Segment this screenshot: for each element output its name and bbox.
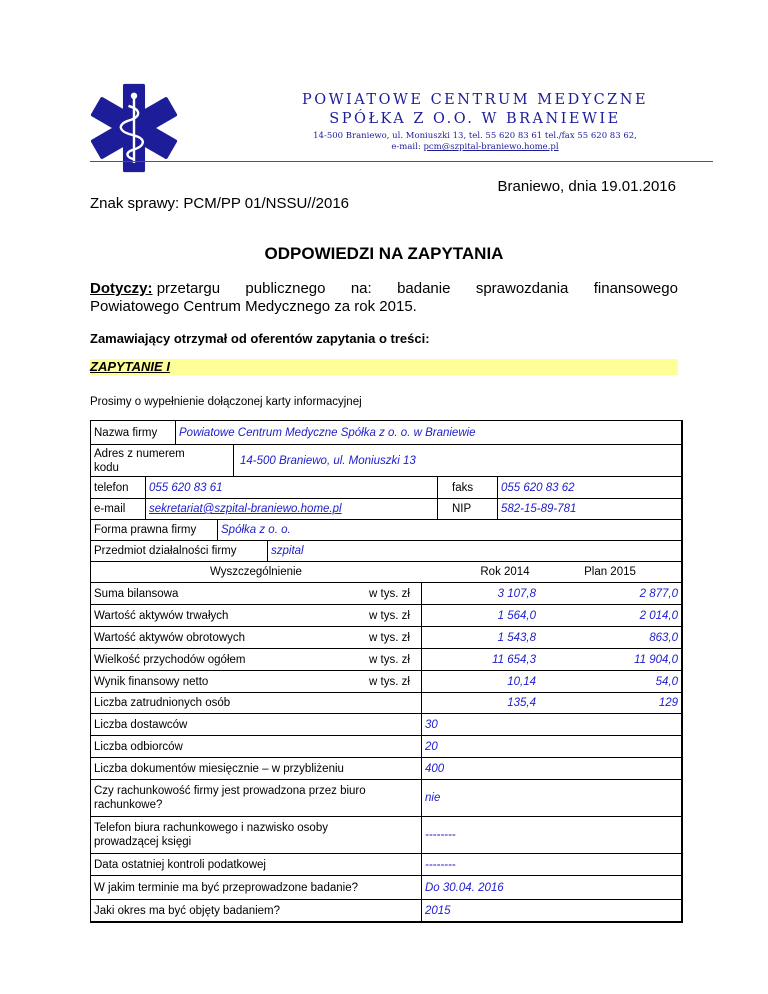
bureau-phone-label: Telefon biura rachunkowego i nazwisko osoby prowadzącej księgi: [94, 822, 328, 848]
finance-2014: 1 564,0: [421, 605, 539, 626]
organization-address: 14-500 Braniewo, ul. Moniuszki 13, tel. 55 620 83 61 tel./fax 55 620 83 62,: [313, 131, 637, 141]
subject-word-6: finansowego: [593, 280, 678, 297]
letter-date: Braniewo, dnia 19.01.2016: [497, 178, 676, 195]
organization-email-link[interactable]: pcm@szpital-braniewo.home.pl: [423, 142, 559, 152]
question-heading: ZAPYTANIE I: [90, 359, 678, 375]
tax-control-value: --------: [421, 854, 681, 875]
finance-2014: 3 107,8: [421, 583, 539, 604]
employees-2014: 135,4: [421, 693, 539, 713]
employees-2015: 129: [658, 697, 678, 709]
address-value: 14-500 Braniewo, ul. Moniuszki 13: [233, 445, 681, 476]
fax-value: 055 620 83 62: [497, 477, 681, 498]
finance-2015: 54,0: [655, 675, 678, 688]
legal-form-value: Spółka z o. o.: [217, 520, 681, 540]
col-header-2015: Plan 2015: [584, 566, 636, 578]
finance-2014: 1 543,8: [421, 627, 539, 648]
suppliers-label: Liczba dostawców: [94, 718, 188, 731]
header-divider: [90, 161, 713, 162]
unit-label: w tys. zł: [369, 675, 410, 688]
finance-2015: 863,0: [649, 631, 678, 644]
organization-form: SPÓŁKA Z O.O. W BRANIEWIE: [329, 111, 621, 127]
finance-label: Suma bilansowa: [94, 587, 179, 600]
deadline-label: W jakim terminie ma być przeprowadzone badanie?: [94, 881, 358, 894]
employees-label: Liczba zatrudnionych osób: [94, 697, 231, 709]
documents-label: Liczba dokumentów miesięcznie – w przybliżeniu: [94, 762, 344, 775]
customers-label: Liczba odbiorców: [94, 740, 183, 753]
case-reference: Znak sprawy: PCM/PP 01/NSSU//2016: [90, 195, 349, 212]
subject-label: Dotyczy:: [90, 280, 153, 297]
customers-value: 20: [421, 736, 681, 757]
tax-control-label: Data ostatniej kontroli podatkowej: [94, 858, 266, 871]
email-label: e-mail: [94, 503, 126, 515]
subject-word-5: sprawozdania: [475, 280, 569, 297]
bureau-label: Czy rachunkowość firmy jest prowadzona przez biuro rachunkowe?: [94, 785, 366, 811]
phone-label: telefon: [94, 481, 129, 494]
unit-label: w tys. zł: [369, 653, 410, 666]
table-row: [91, 671, 681, 693]
table-row: [91, 499, 681, 520]
subject-word-4: badanie: [397, 280, 451, 297]
table-row: [91, 817, 681, 854]
deadline-value: Do 30.04. 2016: [421, 876, 681, 899]
subject-word-2: publicznego: [245, 280, 326, 297]
nip-value: 582-15-89-781: [497, 499, 681, 519]
fax-label: faks: [437, 477, 497, 498]
period-label: Jaki okres ma być objęty badaniem?: [94, 904, 281, 917]
table-row: [91, 876, 681, 900]
table-row: [91, 714, 681, 736]
finance-2015: 11 904,0: [634, 653, 678, 666]
subject-line-2: Powiatowego Centrum Medycznego za rok 2015.: [90, 298, 417, 315]
unit-label: w tys. zł: [369, 587, 410, 600]
legal-form-label: Forma prawna firmy: [94, 524, 197, 536]
table-row: [91, 627, 681, 649]
finance-2014: 11 654,3: [421, 649, 539, 670]
table-row: [91, 605, 681, 627]
company-label: Nazwa firmy: [94, 426, 158, 439]
table-row: [91, 445, 681, 477]
finance-label: Wartość aktywów obrotowych: [94, 631, 246, 644]
subject-word-3: na:: [350, 280, 372, 297]
table-row: [91, 758, 681, 780]
subject-word-1: Dotyczy: przetargu: [90, 280, 221, 297]
table-row: [91, 477, 681, 499]
finance-2015: 2 014,0: [639, 609, 678, 622]
table-row: [91, 900, 681, 921]
table-row: [91, 854, 681, 876]
col-header-spec: Wyszczególnienie: [210, 566, 302, 578]
phone-value: 055 620 83 61: [145, 477, 437, 498]
table-row: [91, 736, 681, 758]
subject-paragraph: [90, 280, 678, 316]
bureau-phone-value: --------: [421, 817, 681, 853]
finance-label: Wynik finansowy netto: [94, 675, 209, 688]
document-title: ODPOWIEDZI NA ZAPYTANIA: [264, 244, 504, 263]
email-value[interactable]: sekretariat@szpital-braniewo.home.pl: [145, 499, 437, 519]
table-row: [91, 583, 681, 605]
activity-value: szpital: [267, 541, 681, 561]
finance-label: Wielkość przychodów ogółem: [94, 653, 246, 666]
table-row: [91, 693, 681, 714]
period-value: 2015: [421, 900, 681, 921]
col-header-2014: Rok 2014: [480, 566, 530, 578]
finance-2015: 2 877,0: [639, 587, 678, 600]
table-header-row: [91, 562, 681, 583]
table-row: [91, 649, 681, 671]
email-prefix: e-mail:: [391, 142, 424, 152]
unit-label: w tys. zł: [369, 631, 410, 644]
table-row: [91, 541, 681, 562]
table-row: [91, 520, 681, 541]
organization-name: POWIATOWE CENTRUM MEDYCZNE: [301, 92, 649, 108]
information-card-table: [90, 420, 683, 923]
address-label: Adres z numerem kodu: [94, 447, 185, 474]
activity-label: Przedmiot działalności firmy: [94, 545, 237, 557]
table-row: [91, 421, 681, 445]
nip-label: NIP: [437, 499, 497, 519]
received-questions-note: Zamawiający otrzymał od oferentów zapytania o treści:: [90, 331, 430, 346]
bureau-value: nie: [421, 780, 681, 816]
finance-2014: 10,14: [421, 671, 539, 692]
documents-value: 400: [421, 758, 681, 779]
suppliers-value: 30: [421, 714, 681, 735]
table-row: [91, 780, 681, 817]
company-value: Powiatowe Centrum Medyczne Spółka z o. o. w Braniewie: [175, 421, 681, 444]
request-text: Prosimy o wypełnienie dołączonej karty informacyjnej: [90, 396, 362, 408]
organization-email-line: [260, 142, 690, 152]
unit-label: w tys. zł: [369, 609, 410, 622]
finance-label: Wartość aktywów trwałych: [94, 609, 229, 622]
